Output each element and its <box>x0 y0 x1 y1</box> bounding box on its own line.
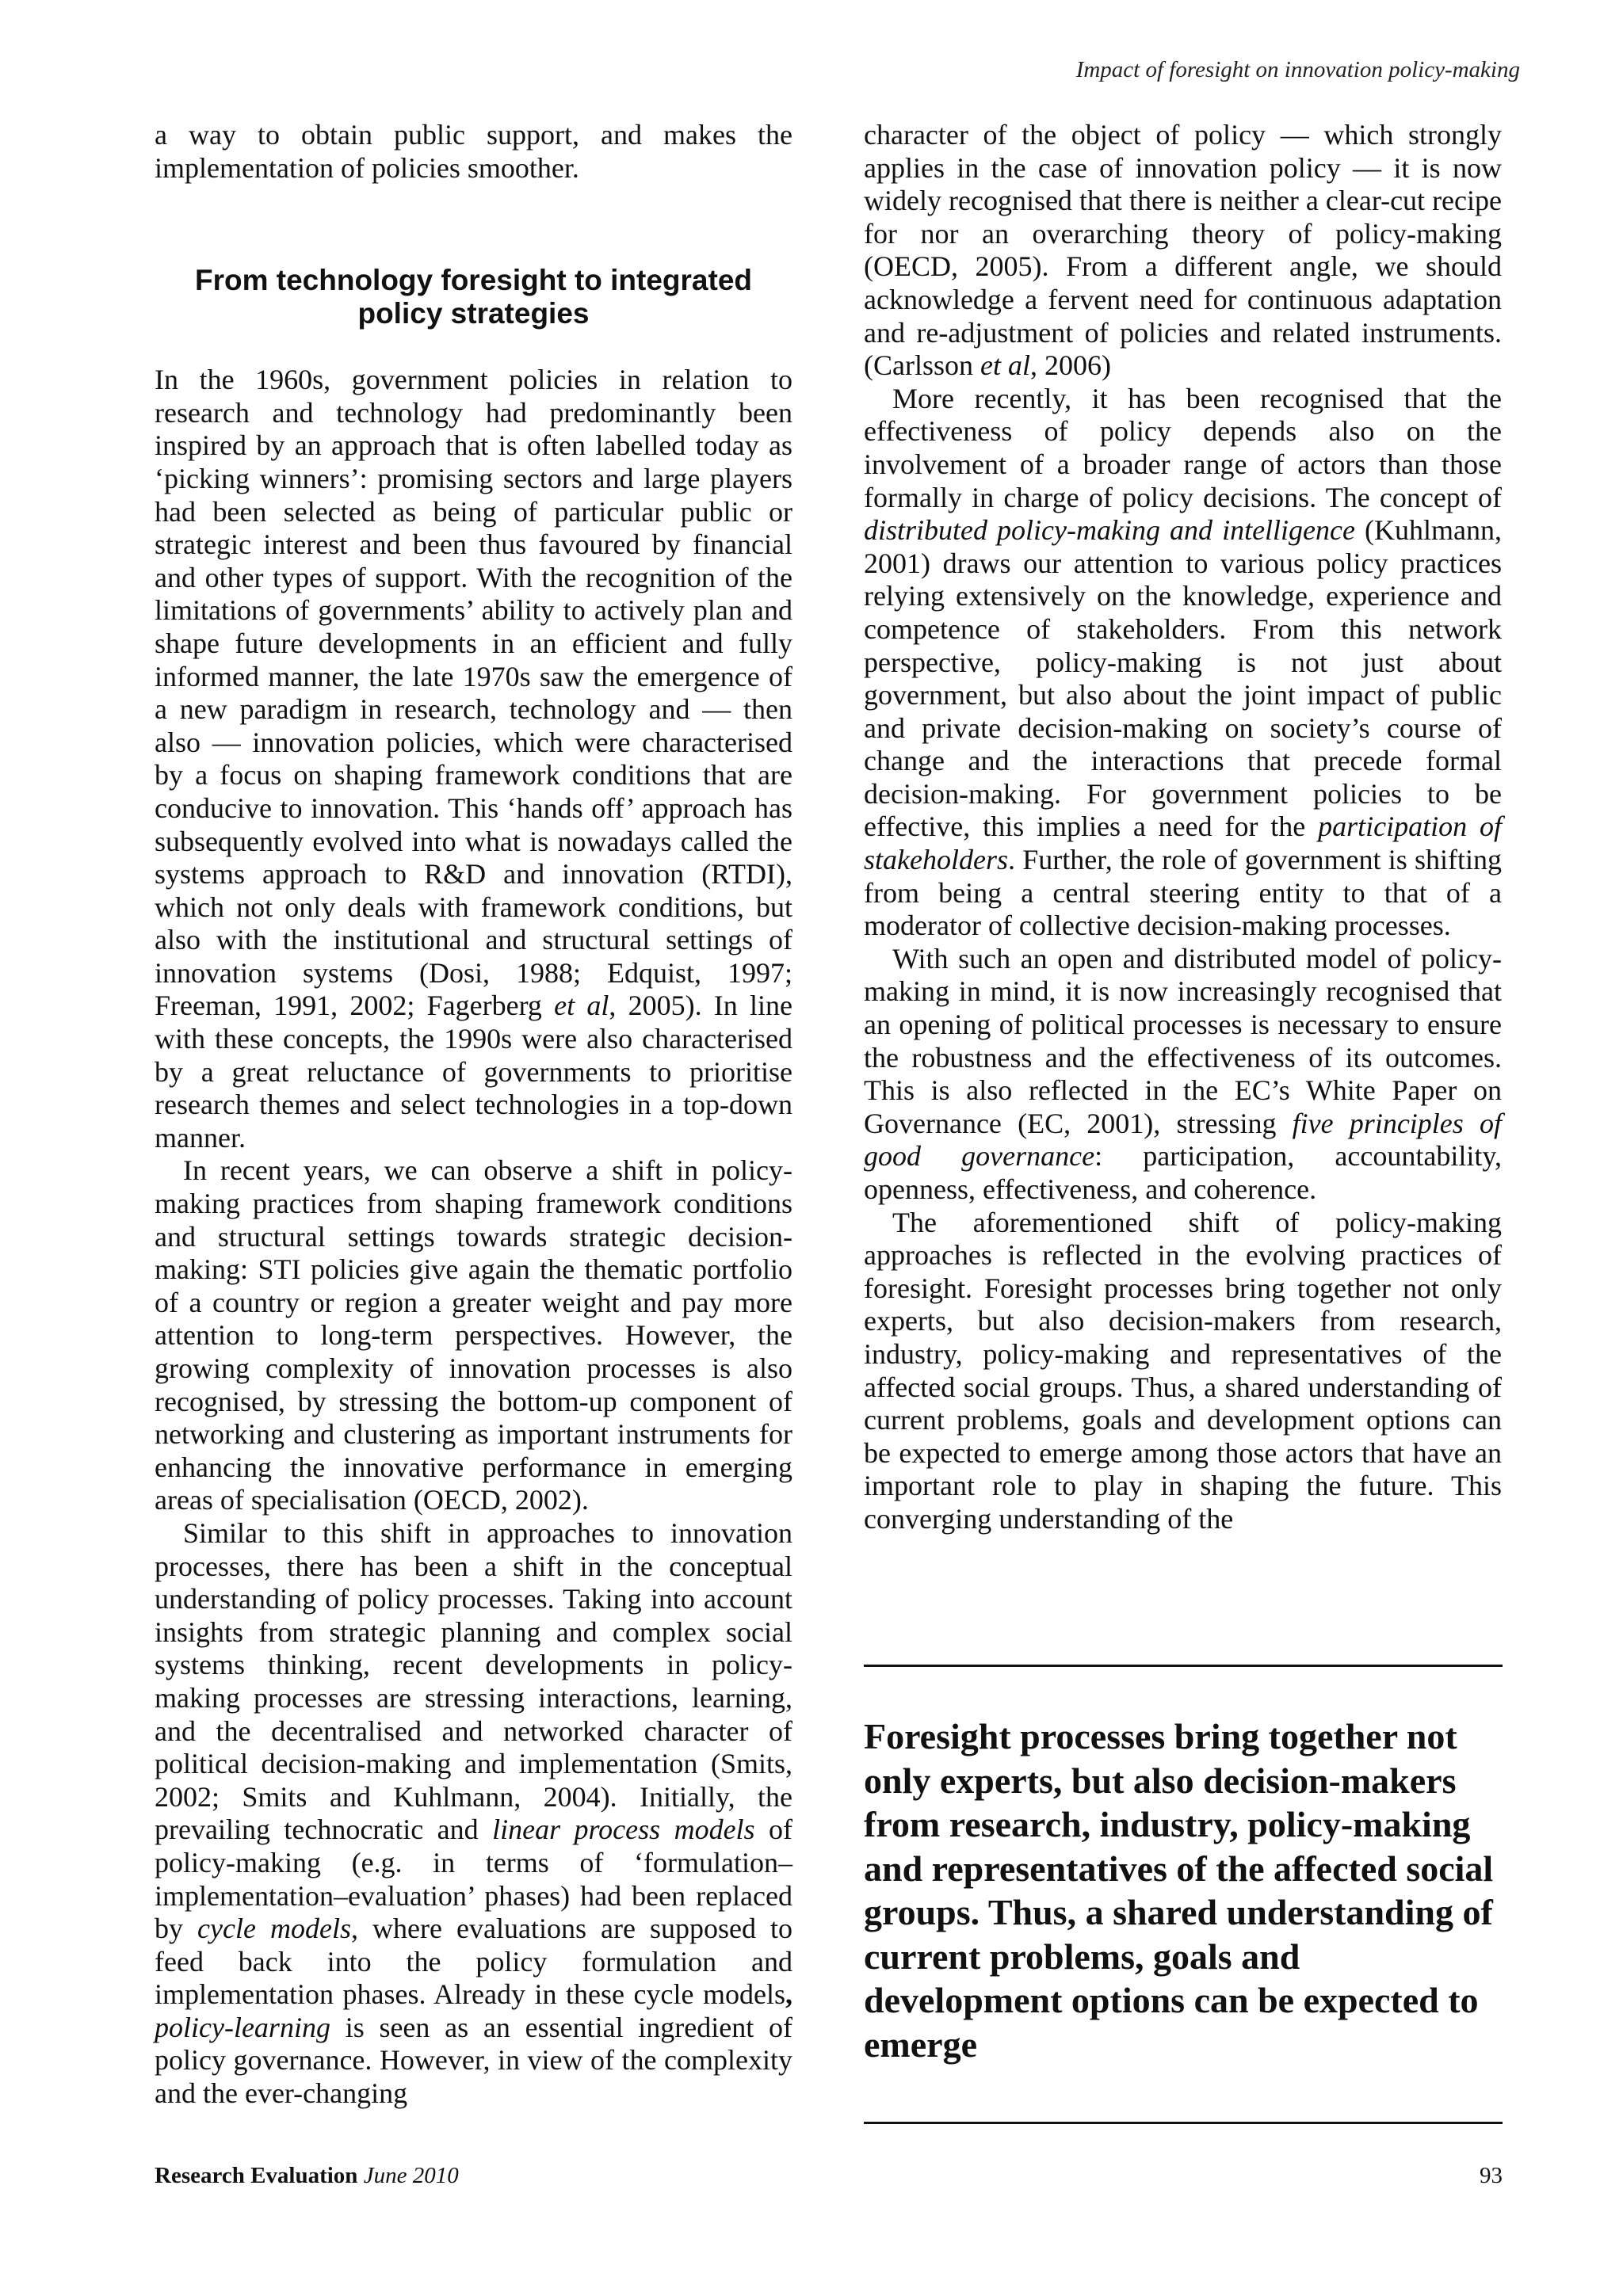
body-paragraph: Similar to this shift in approaches to innovation processes, there has been a shift in the conceptual understanding of policy processes. Taking into account insights from strategic planning and complex social systems thinking, recent developments in policy-making processes are stressing interactions, learning, and the decentralised and networked character of political decision-making and implementation (Smits, 2002; Smits and Kuhlmann, 2004). Initially, the prevailing technocratic and linear process models of policy-making (e.g. in terms of ‘formulation–implementation–evaluation’ phases) had been replaced by cycle models, where evaluations are supposed to feed back into the policy formulation and implementation phases. Already in these cycle models, policy-learning is seen as an essential ingredient of policy governance. However, in view of the complexity and the ever-changing <box>155 1516 793 2110</box>
body-paragraph: character of the object of policy — which strongly applies in the case of innovation policy — it is now widely recognised that there is neither a clear-cut recipe for nor an overarching theory of policy-making (OECD, 2005). From a different angle, we should acknowledge a fervent need for continuous adaptation and re-adjustment of policies and related instruments. (Carlsson et al, 2006) <box>864 119 1502 382</box>
pull-quote-text: Foresight processes bring together not only experts, but also decision-makers from research, industry, policy-making and representatives of the affected social groups. Thus, a shared understanding of current problems, goals and development options can be expected to emerge <box>864 1716 1494 2065</box>
body-paragraph: With such an open and distributed model of policy-making in mind, it is now increasingly recognised that an opening of political processes is necessary to ensure the robustness and the effectiveness of its outcomes. This is also reflected in the EC’s White Paper on Governance (EC, 2001), stressing five principles of good governance: participation, accountability, openness, effectiveness, and coherence. <box>864 942 1502 1205</box>
pull-quote <box>864 1665 1503 2124</box>
section-heading: From technology foresight to integrated policy strategies <box>194 264 753 330</box>
left-column <box>155 119 792 2111</box>
opening-paragraph: a way to obtain public support, and makes the implementation of policies smoother. <box>155 119 792 184</box>
body-paragraph: More recently, it has been recognised that the effectiveness of policy depends also on the involvement of a broader range of actors than those formally in charge of policy decisions. The concept of distributed policy-making and intelligence (Kuhlmann, 2001) draws our attention to various policy practices relying extensively on the knowledge, experience and competence of stakeholders. From this network perspective, policy-making is not just about government, but also about the joint impact of public and private decision-making on society’s course of change and the interactions that precede formal decision-making. For government policies to be effective, this implies a need for the participation of stakeholders. Further, the role of government is shifting from being a central steering entity to that of a moderator of collective decision-making processes. <box>864 382 1503 942</box>
footer-journal <box>155 2163 459 2189</box>
running-head: Impact of foresight on innovation policy-making <box>1075 57 1520 82</box>
right-column <box>864 119 1502 1536</box>
issue-date: June 2010 <box>363 2163 459 2188</box>
body-paragraph: In the 1960s, government policies in relation to research and technology had predominantly been inspired by an approach that is often labelled today as ‘picking winners’: promising sectors and large players had been selected as being of particular public or strategic interest and been thus favoured by financial and other types of support. With the recognition of the limitations of governments’ ability to actively plan and shape future developments in an efficient and fully informed manner, the late 1970s saw the emergence of a new paradigm in research, technology and — then also — innovation policies, which were characterised by a focus on shaping framework conditions that are conducive to innovation. This ‘hands off’ approach has subsequently evolved into what is nowadays called the systems approach to R&D and innovation (RTDI), which not only deals with framework conditions, but also with the institutional and structural settings of innovation systems (Dosi, 1988; Edquist, 1997; Freeman, 1991, 2002; Fagerberg et al, 2005). In line with these concepts, the 1990s were also characterised by a great reluctance of governments to prioritise research themes and select technologies in a top-down manner. <box>155 364 792 1154</box>
body-paragraph: The aforementioned shift of policy-making approaches is reflected in the evolving practices of foresight. Foresight processes bring together not only experts, but also decision-makers from research, industry, policy-making and representatives of the affected social groups. Thus, a shared understanding of current problems, goals and development options can be expected to emerge among those actors that have an important role to play in shaping the future. This converging understanding of the <box>864 1206 1502 1535</box>
page-number: 93 <box>1480 2163 1503 2188</box>
body-paragraph: In recent years, we can observe a shift in policy-making practices from shaping framework conditions and structural settings towards strategic decision-making: STI policies give again the thematic portfolio of a country or region a greater weight and pay more attention to long-term perspectives. However, the growing complexity of innovation processes is also recognised, by stressing the bottom-up component of networking and clustering as important instruments for enhancing the innovative performance in emerging areas of specialisation (OECD, 2002). <box>155 1154 792 1516</box>
journal-name: Research Evaluation <box>155 2163 358 2188</box>
